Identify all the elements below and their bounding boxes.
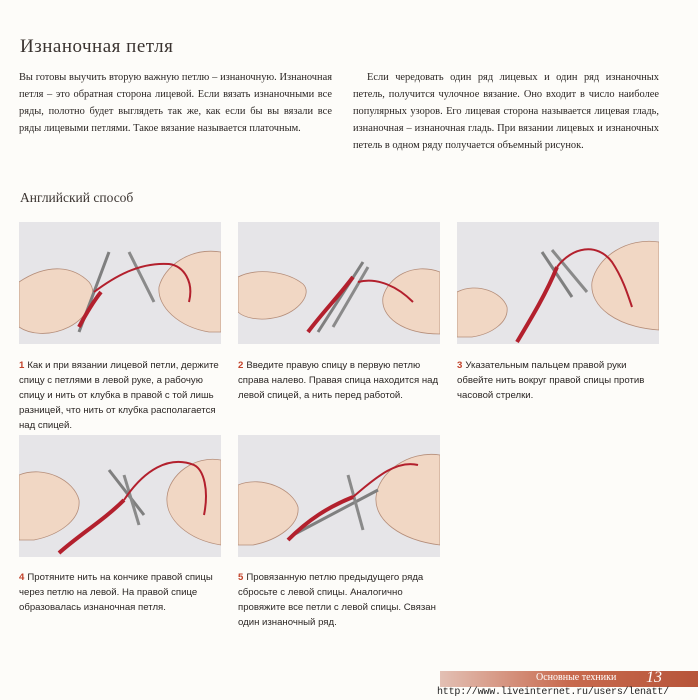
intro-left-paragraph: Вы готовы выучить вторую важную петлю – изнаночную. Изнаночная петля – это обратная сторона лицевой. Если вязать изнаночными все ряды, полотно будет выглядеть так же, как если бы вы вязали все ряды лицевыми петлями. Такое вязание называется платочным. — [19, 72, 332, 134]
step-4-number: 4 — [19, 572, 25, 583]
step-5-caption — [238, 570, 444, 630]
step-3-caption — [457, 358, 662, 403]
page-title: Изнаночная петля — [20, 36, 174, 57]
page-number: 13 — [646, 669, 662, 686]
step-3-number: 3 — [457, 360, 463, 371]
step-4-photo — [19, 435, 221, 557]
step-3-photo — [457, 222, 659, 344]
step-2-photo — [238, 222, 440, 344]
step-5-text: Провязанную петлю предыдущего ряда сбросьте с левой спицы. Аналогично провяжите все петли с левой спицы. Связан один изнаночный ряд. — [238, 572, 436, 628]
step-3-text: Указательным пальцем правой руки обвейте нить вокруг правой спицы против часовой стрелки. — [457, 360, 645, 401]
step-1-number: 1 — [19, 360, 25, 371]
step-1-photo — [19, 222, 221, 344]
step-5-photo — [238, 435, 440, 557]
watermark-url[interactable]: http://www.liveinternet.ru/users/lenatt/ — [437, 687, 670, 698]
step-4-text: Протяните нить на кончике правой спицы через петлю на левой. На правой спице образовалась изнаночная петля. — [19, 572, 213, 613]
step-4-caption — [19, 570, 225, 615]
step-2-number: 2 — [238, 360, 244, 371]
footer-section-label: Основные техники — [536, 672, 617, 683]
step-5-number: 5 — [238, 572, 244, 583]
section-subtitle: Английский способ — [20, 190, 134, 205]
step-2-text: Введите правую спицу в первую петлю справа налево. Правая спица находится над левой спицей, а нить перед работой. — [238, 360, 439, 401]
intro-right-paragraph: Если чередовать один ряд лицевых и один ряд изнаночных петель, получится чулочное вязание. Оно входит в число наиболее популярных узоров. Его лицевая сторона называется лицевая гладь, изнаночная – изнаночная гладь. При вязании лицевых и изнаночных петель в одном ряду получается объемный рисунок. — [353, 72, 659, 151]
step-1-text: Как и при вязании лицевой петли, держите спицу с петлями в левой руке, а рабочую спицу и нить от клубка в правой с той лишь разницей, что нить от клубка располагается над спицей. — [19, 360, 219, 431]
step-1-caption — [19, 358, 225, 433]
step-2-caption — [238, 358, 444, 403]
